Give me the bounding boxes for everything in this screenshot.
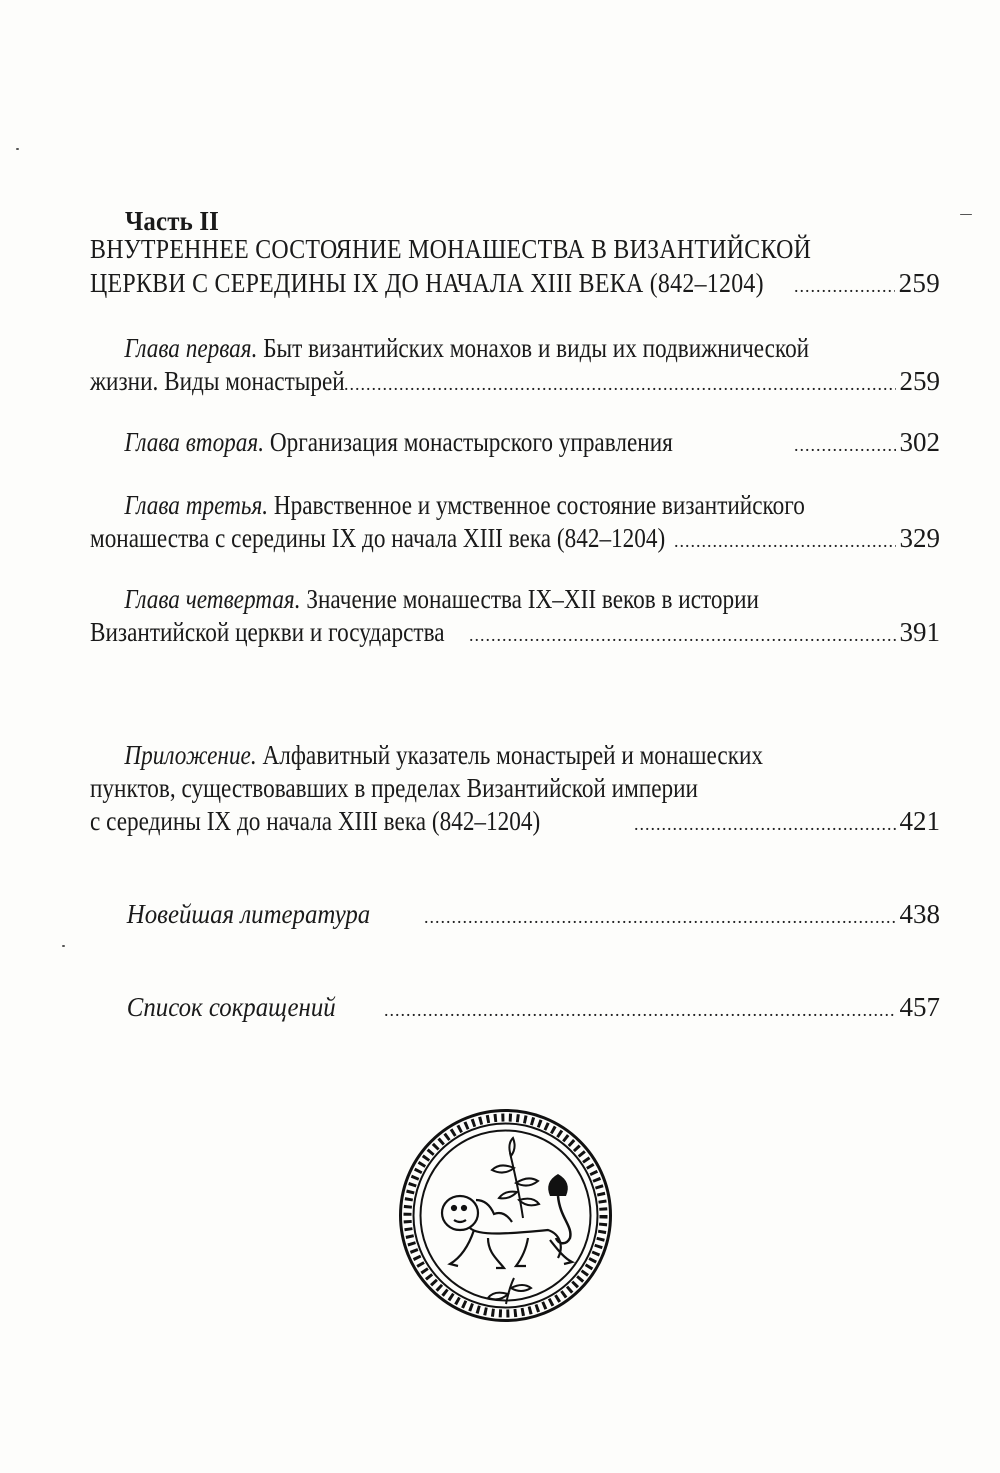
toc-entry-chapter-3-cont[interactable] [90, 521, 940, 558]
toc-entry-chapter-2[interactable] [90, 425, 940, 462]
entry-text [90, 331, 821, 365]
entry-title: Алфавитный указатель монастырей и монашеских [256, 740, 764, 770]
page-number: 391 [899, 617, 940, 647]
entry-title: жизни. Виды монастырей [90, 366, 345, 396]
toc-entry-recent-literature[interactable] [90, 897, 940, 934]
leader-dots [424, 900, 896, 934]
part-title-line-2[interactable] [90, 266, 940, 303]
entry-text [90, 582, 759, 616]
entry-label: Глава вторая. [124, 427, 265, 457]
entry-label: Глава третья. [124, 490, 269, 520]
toc-entry-chapter-4[interactable] [90, 582, 940, 616]
part-title-text: ВНУТРЕННЕЕ СОСТОЯНИЕ МОНАШЕСТВА В ВИЗАНТИЙСКОЙ [90, 234, 812, 264]
entry-title: с середины IX до начала XIII века (842–1204) [90, 806, 541, 836]
entry-label: Глава первая. [124, 333, 258, 363]
scan-speck [960, 214, 972, 215]
scan-speck [62, 945, 65, 947]
entry-text [90, 425, 692, 459]
part-label: Часть II [125, 206, 220, 236]
page-number: 421 [899, 806, 940, 836]
entry-text [90, 488, 805, 522]
entry-title: пунктов, существовавших в пределах Византийской империи [90, 773, 698, 803]
entry-title: Нравственное и умственное состояние византийского [268, 490, 805, 520]
entry-title: Византийской церкви и государства [90, 617, 445, 647]
leader-dots [794, 269, 895, 303]
page-number: 259 [898, 268, 940, 298]
page-number: 329 [899, 523, 940, 553]
leader-dots [384, 993, 896, 1027]
entry-title: монашества с середины IX до начала XIII века (842–1204) [90, 523, 666, 553]
entry-title: Быт византийских монахов и виды их подвижнической [257, 333, 810, 363]
toc-entry-chapter-3[interactable] [90, 488, 940, 522]
toc-entry-appendix-cont-2[interactable] [90, 804, 940, 841]
toc-entry-chapter-4-cont[interactable] [90, 615, 940, 652]
leader-dots [794, 428, 896, 462]
entry-label: Глава четвертая. [124, 584, 301, 614]
toc-entry-chapter-1-cont[interactable] [90, 364, 940, 401]
entry-title: Значение монашества IX–XII веков в истории [300, 584, 759, 614]
page-number: 259 [899, 366, 940, 396]
leader-dots [469, 618, 896, 652]
entry-text [90, 738, 763, 772]
entry-label: Приложение. [124, 740, 257, 770]
leader-dots [634, 807, 896, 841]
leader-dots [344, 367, 896, 401]
entry-label: Список сокращений [126, 992, 336, 1022]
entry-label: Новейшая литература [126, 899, 371, 929]
lion-seal-icon [398, 1108, 613, 1323]
toc-entry-abbreviations[interactable] [90, 990, 940, 1027]
toc-entry-chapter-1[interactable] [90, 331, 940, 365]
leader-dots [674, 524, 896, 558]
page-number: 457 [899, 992, 940, 1022]
toc-entry-appendix[interactable] [90, 738, 940, 772]
entry-title: Организация монастырского управления [264, 427, 673, 457]
part-title-text: ЦЕРКВИ С СЕРЕДИНЫ IX ДО НАЧАЛА XIII ВЕКА (842–1204) [90, 268, 764, 298]
part-title-line-1 [90, 232, 940, 266]
page-number: 302 [899, 427, 940, 457]
page-number: 438 [899, 899, 940, 929]
toc-entry-appendix-cont-1[interactable] [90, 771, 940, 805]
scan-speck [16, 148, 19, 150]
